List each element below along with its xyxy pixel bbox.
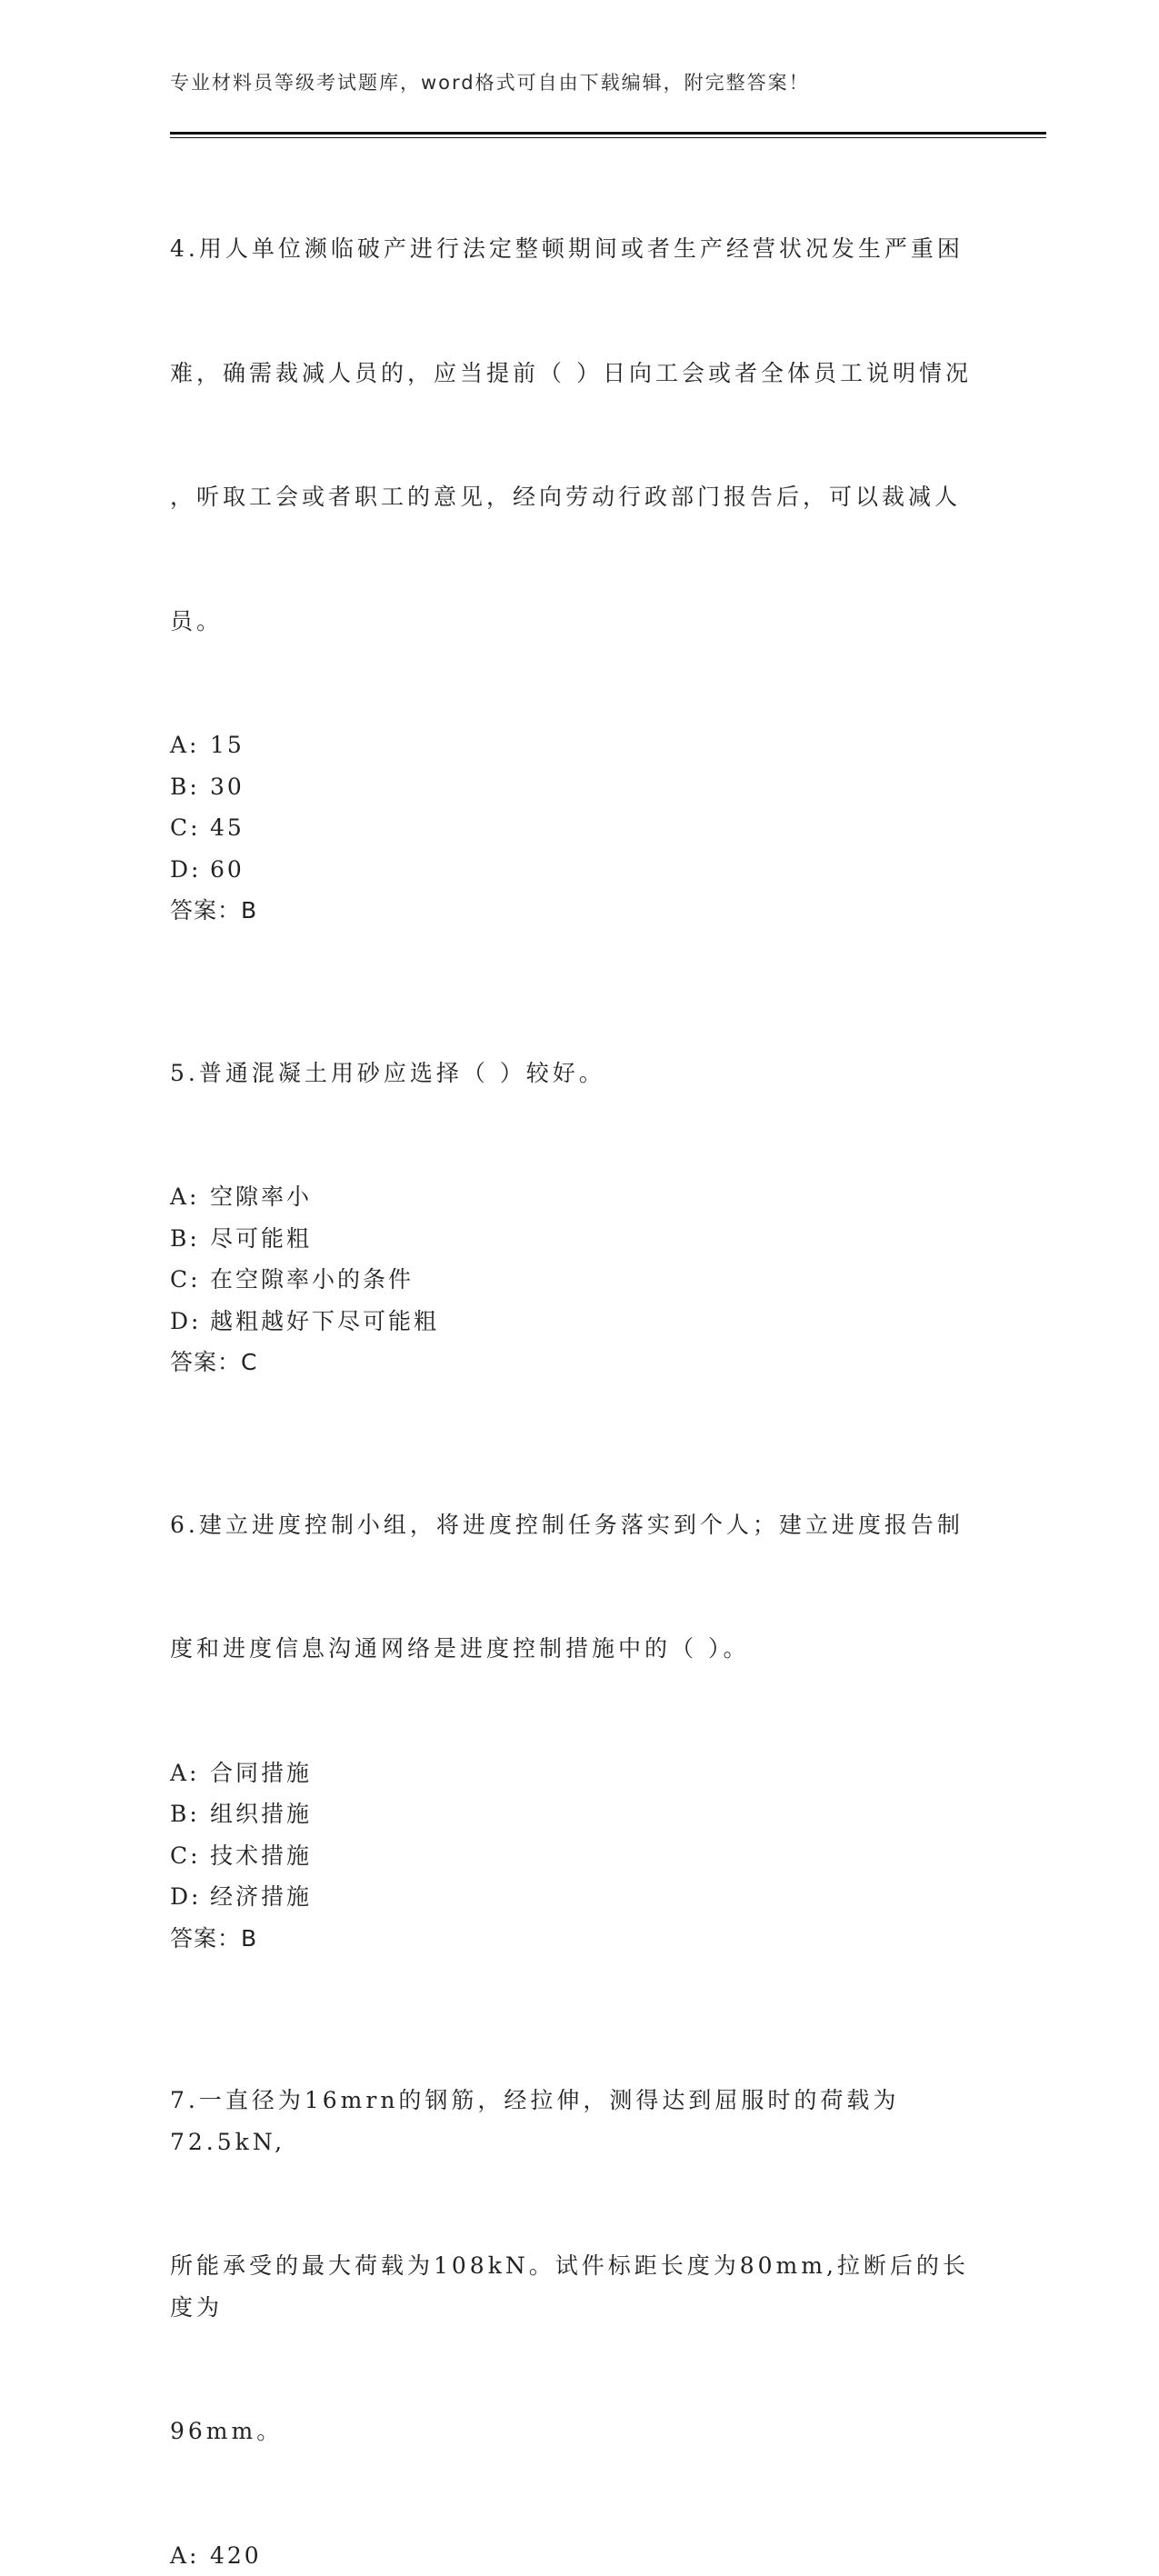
- option-text: 45: [210, 814, 245, 841]
- header-rule-thick: [170, 132, 1046, 135]
- option-key: D:: [170, 1876, 210, 1918]
- question-stem: [170, 1997, 988, 2535]
- option-text: 在空隙率小的条件: [210, 1266, 414, 1293]
- stem-line: 难，确需裁减人员的，应当提前（ ）日向工会或者全体员工说明情况: [170, 353, 988, 394]
- option-text: 30: [210, 774, 245, 800]
- stem-line: 7.一直径为16mrn的钢筋，经拉伸，测得达到屈服时的荷载为72.5kN,: [170, 2080, 988, 2162]
- question-stem: [170, 970, 988, 1177]
- stem-line: 5.普通混凝土用砂应选择（ ）较好。: [170, 1053, 988, 1094]
- option-c: [170, 1259, 988, 1301]
- option-key: B:: [170, 1793, 210, 1835]
- option-c: [170, 807, 988, 849]
- option-key: A:: [170, 724, 210, 766]
- question-stem: [170, 145, 988, 724]
- question-7: [170, 1997, 988, 2576]
- option-b: [170, 1218, 988, 1260]
- question-gap: [170, 932, 988, 970]
- option-text: 空隙率小: [210, 1183, 312, 1210]
- option-text: 越粗越好下尽可能粗: [210, 1308, 439, 1334]
- option-key: A:: [170, 1176, 210, 1218]
- option-key: B:: [170, 1218, 210, 1260]
- option-text: 60: [210, 856, 245, 883]
- answer-line: 答案：B: [170, 890, 988, 932]
- option-key: C:: [170, 1259, 210, 1301]
- option-key: D:: [170, 849, 210, 891]
- option-text: 经济措施: [210, 1883, 312, 1910]
- answer-line: 答案：C: [170, 1342, 988, 1383]
- option-d: [170, 849, 988, 891]
- option-key: A:: [170, 1752, 210, 1794]
- option-key: B:: [170, 766, 210, 808]
- stem-line: 6.建立进度控制小组，将进度控制任务落实到个人；建立进度报告制: [170, 1504, 988, 1546]
- option-d: [170, 1301, 988, 1343]
- option-text: 尽可能粗: [210, 1225, 312, 1252]
- question-gap: [170, 1383, 988, 1422]
- answer-line: 答案：B: [170, 1918, 988, 1960]
- question-6: [170, 1422, 988, 1960]
- stem-line: 员。: [170, 601, 988, 643]
- stem-line: 度和进度信息沟通网络是进度控制措施中的（ ）。: [170, 1628, 988, 1670]
- option-d: [170, 1876, 988, 1918]
- option-key: A:: [170, 2535, 210, 2576]
- option-b: [170, 766, 988, 808]
- option-key: D:: [170, 1301, 210, 1343]
- option-c: [170, 1835, 988, 1877]
- question-4: [170, 145, 988, 932]
- option-a: [170, 1176, 988, 1218]
- option-text: 合同措施: [210, 1760, 312, 1786]
- page-header: 专业材料员等级考试题库，word格式可自由下载编辑，附完整答案！: [170, 69, 810, 96]
- stem-line: 所能承受的最大荷载为108kN。试件标距长度为80mm,拉断后的长度为: [170, 2245, 988, 2328]
- question-list: [170, 145, 988, 2576]
- question-5: [170, 970, 988, 1383]
- option-a: [170, 2535, 988, 2576]
- question-gap: [170, 1959, 988, 1997]
- option-text: 15: [210, 732, 245, 758]
- option-key: C:: [170, 1835, 210, 1877]
- option-text: 组织措施: [210, 1801, 312, 1827]
- header-rule-thin: [170, 137, 1046, 138]
- question-stem: [170, 1422, 988, 1752]
- option-text: 420: [210, 2542, 262, 2569]
- stem-line: ，听取工会或者职工的意见，经向劳动行政部门报告后，可以裁减人: [170, 476, 988, 518]
- option-key: C:: [170, 807, 210, 849]
- stem-line: 4.用人单位濒临破产进行法定整顿期间或者生产经营状况发生严重困: [170, 228, 988, 270]
- stem-line: 96mm。: [170, 2411, 988, 2452]
- option-text: 技术措施: [210, 1842, 312, 1869]
- option-b: [170, 1793, 988, 1835]
- option-a: [170, 1752, 988, 1794]
- option-a: [170, 724, 988, 766]
